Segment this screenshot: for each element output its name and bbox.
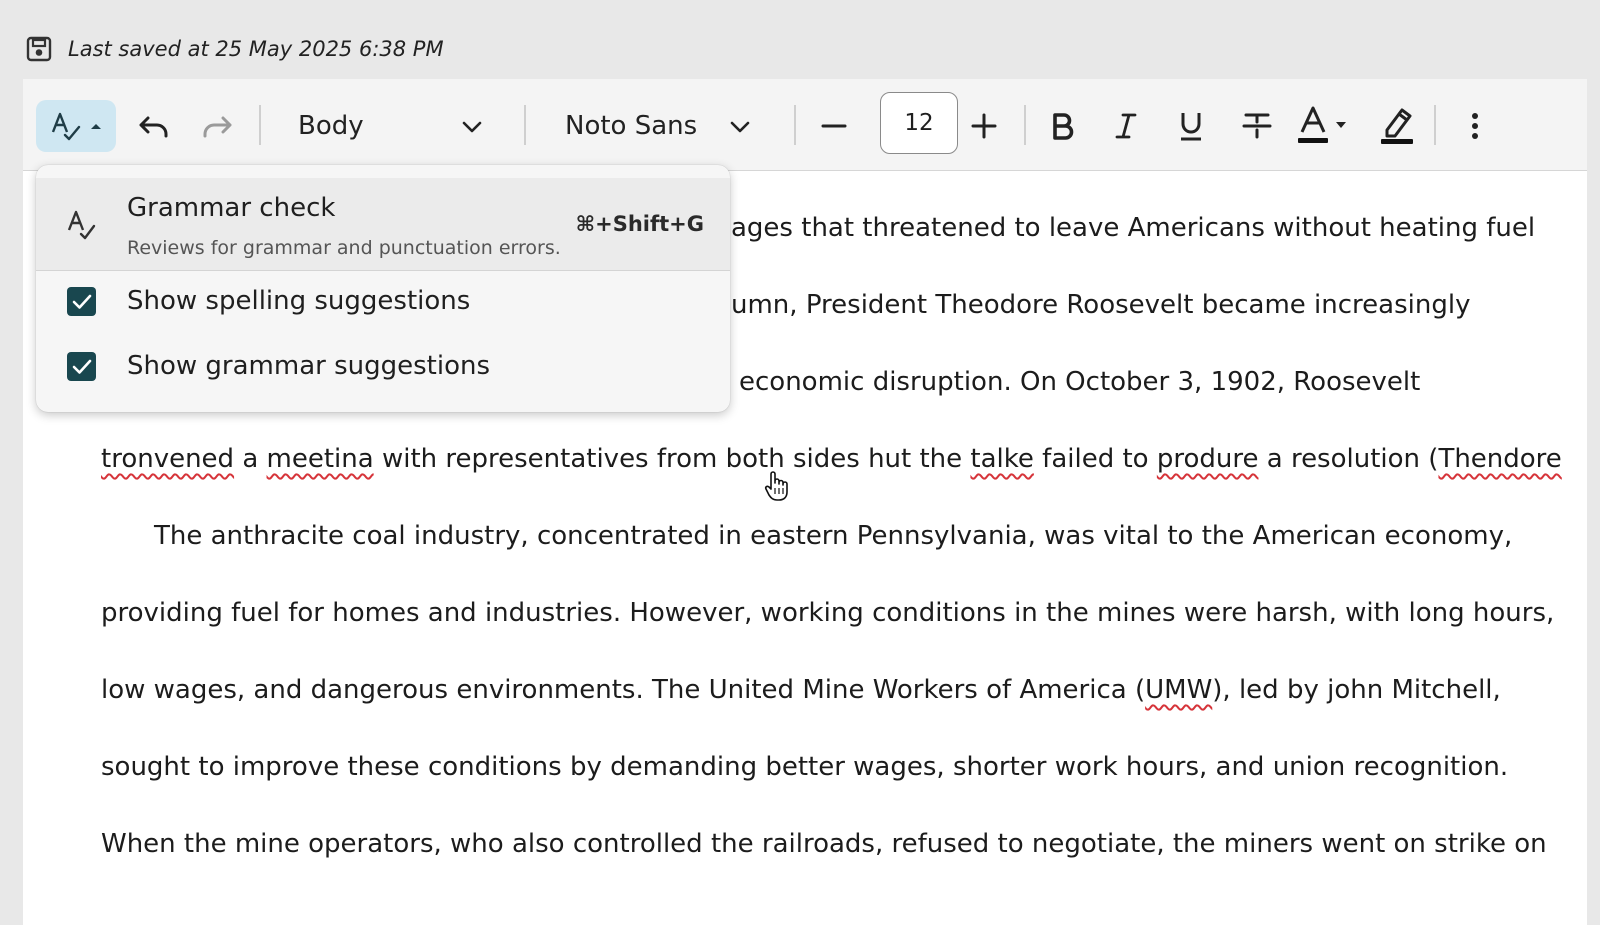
underline-button[interactable] [1170,103,1212,149]
text-line-3: economic disruption. On October 3, 1902, Roosevelt [739,367,1421,397]
highlight-icon [1379,105,1415,145]
misspelled-word[interactable]: produre [1156,444,1259,474]
text-line-6: providing fuel for homes and industries. However, working conditions in the mines were harsh, with long hours, [101,598,1555,628]
font-family-value: Noto Sans [565,111,698,141]
grammar-suggestions-checkbox[interactable] [67,352,96,381]
italic-icon [1114,112,1138,140]
toolbar-divider [259,105,261,145]
show-spelling-suggestions-item[interactable] [36,273,730,331]
toolbar-divider [524,105,526,145]
hand-cursor-icon [764,470,790,506]
grammar-check-menu-item[interactable] [36,178,730,271]
misspelled-word[interactable]: UMW [1145,675,1213,705]
spelling-suggestions-checkbox[interactable] [67,287,96,316]
toolbar-divider [794,105,796,145]
text-line-9: When the mine operators, who also controlled the railroads, refused to negotiate, the miners went on strike on [101,829,1547,859]
increase-font-size-button[interactable] [963,105,1005,147]
redo-icon [200,114,234,138]
grammar-suggestions-label: Show grammar suggestions [127,351,491,381]
misspelled-word[interactable]: tronvened [101,444,235,474]
text-color-button[interactable] [1285,99,1357,151]
undo-icon [137,114,171,138]
text-run: low wages, and dangerous environments. The United Mine Workers of America ( [101,675,1146,705]
spellcheck-menu [36,165,730,412]
save-status [26,34,444,64]
toolbar-divider [1024,105,1026,145]
formatting-toolbar [23,79,1587,171]
text-color-icon [1296,105,1330,145]
grammar-check-title: Grammar check [127,193,336,223]
text-run: with representatives from both sides hut the [373,444,971,474]
spelling-suggestions-label: Show spelling suggestions [127,286,471,316]
underline-icon [1178,110,1204,142]
grammar-check-shortcut: ⌘+Shift+G [575,212,704,236]
last-saved-text: Last saved at 25 May 2025 6:38 PM [68,37,444,61]
plus-icon [971,113,997,139]
paragraph-style-dropdown[interactable] [275,100,495,152]
misspelled-word[interactable]: talke [970,444,1034,474]
text-line-8: sought to improve these conditions by demanding better wages, shorter work hours, and union recognition. [101,752,1509,782]
caret-down-icon [1336,122,1346,128]
spellcheck-icon [50,110,82,142]
text-line-5: The anthracite coal industry, concentrated in eastern Pennsylvania, was vital to the American economy, [154,521,1513,551]
redo-button[interactable] [196,105,238,147]
text-line-2: umn, President Theodore Roosevelt became increasingly [731,290,1471,320]
spellcheck-menu-button[interactable] [36,100,116,152]
text-run: a [234,444,267,474]
bold-button[interactable] [1042,105,1084,147]
minus-icon [821,113,847,139]
spellcheck-icon [66,208,98,246]
bold-icon [1051,112,1075,140]
show-grammar-suggestions-item[interactable] [36,338,730,396]
font-family-dropdown[interactable] [543,100,763,152]
text-run: failed to [1033,444,1157,474]
strikethrough-icon [1241,111,1273,141]
chevron-down-icon [461,111,483,141]
text-line-7 [101,675,1501,705]
undo-button[interactable] [133,105,175,147]
chevron-down-icon [729,111,751,141]
highlight-button[interactable] [1373,99,1421,151]
font-size-input[interactable]: 12 [880,92,958,154]
italic-button[interactable] [1105,105,1147,147]
text-run: a resolution ( [1258,444,1439,474]
more-options-button[interactable] [1455,105,1495,147]
more-icon [1471,112,1479,140]
paragraph-style-value: Body [298,111,364,141]
decrease-font-size-button[interactable] [813,105,855,147]
strikethrough-button[interactable] [1234,103,1280,149]
toolbar-divider [1434,105,1436,145]
text-line-4 [101,444,1562,474]
misspelled-word[interactable]: meetina [266,444,374,474]
text-line-1: ages that threatened to leave Americans without heating fuel [731,213,1536,243]
caret-up-icon [90,122,102,130]
grammar-check-description: Reviews for grammar and punctuation errors. [127,237,561,259]
misspelled-word[interactable]: Thendore [1438,444,1562,474]
text-run: ), led by john Mitchell, [1212,675,1501,705]
save-icon [26,36,52,62]
